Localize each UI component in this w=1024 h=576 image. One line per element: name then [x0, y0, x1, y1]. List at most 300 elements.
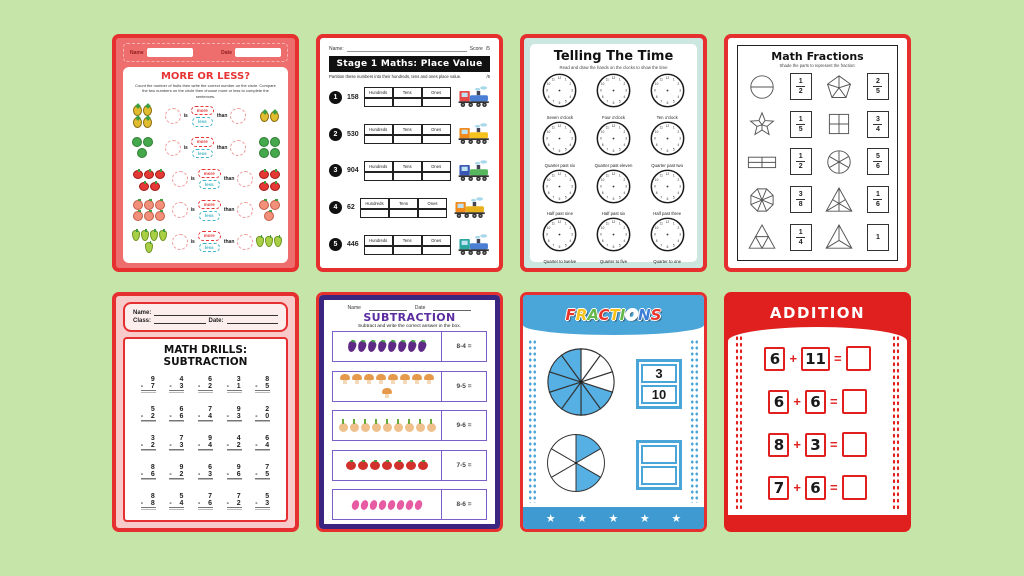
count-circle-left[interactable]	[172, 202, 188, 218]
clock-cell	[587, 120, 641, 168]
less-button[interactable]: less	[192, 117, 213, 126]
plus-sign: +	[789, 351, 798, 366]
place-value-cell[interactable]	[389, 209, 418, 218]
fraction-shape-triangle-6[interactable]	[823, 184, 855, 216]
minus-sign: -	[140, 441, 144, 449]
svg-text:1: 1	[672, 221, 675, 226]
svg-text:5: 5	[672, 99, 675, 104]
subtrahend-row	[198, 442, 213, 450]
equation-row	[746, 432, 889, 457]
numerator: 1	[798, 115, 803, 123]
less-button[interactable]: less	[192, 149, 213, 158]
minus-sign: -	[226, 441, 229, 449]
svg-text:1: 1	[672, 173, 675, 178]
star-footer	[523, 507, 704, 529]
answer-line	[227, 508, 242, 510]
svg-text:11: 11	[659, 173, 663, 178]
right-fruit-group	[256, 236, 282, 247]
subtrahend: 3	[265, 500, 270, 508]
minus-sign: -	[140, 412, 144, 420]
sentence-group	[172, 231, 254, 252]
clock-face[interactable]	[595, 72, 632, 114]
svg-text:9: 9	[546, 136, 549, 141]
subtraction-problem[interactable]	[198, 464, 213, 481]
mushroom-icon	[376, 374, 386, 384]
svg-text:6: 6	[612, 197, 615, 202]
peach-icon	[155, 200, 165, 210]
svg-text:12: 12	[665, 75, 669, 80]
name-date-bar	[123, 43, 288, 62]
equation-box[interactable]: 8-6 =	[456, 501, 472, 508]
answer-line	[198, 508, 213, 510]
fraction-shape-star-5[interactable]	[746, 108, 778, 140]
fraction-shape-triangle-4[interactable]	[746, 221, 778, 253]
subtrahend-row	[198, 500, 213, 508]
numerator-cell: 3	[641, 364, 677, 383]
clock-face[interactable]	[595, 120, 632, 162]
place-value-row	[329, 159, 490, 183]
svg-text:6: 6	[666, 101, 669, 106]
onion-icon	[416, 423, 425, 432]
poster-body	[523, 335, 704, 507]
place-value-cell[interactable]	[364, 98, 393, 107]
pear-icon	[132, 230, 140, 241]
name-line[interactable]	[154, 310, 278, 316]
subtraction-problem[interactable]	[255, 435, 270, 452]
clock-time-label: Half past six	[601, 211, 626, 216]
svg-text:11: 11	[551, 221, 556, 226]
mushroom-icon	[412, 374, 422, 384]
clock-cell	[640, 72, 694, 120]
addend-box: 11	[801, 347, 830, 371]
right-fruit-group	[256, 168, 282, 191]
equals-sign: =	[830, 394, 838, 409]
fraction-pie	[545, 346, 617, 423]
subtraction-problem[interactable]	[169, 464, 184, 481]
answer-line	[198, 421, 213, 423]
minuend: 9	[150, 376, 155, 384]
svg-text:4: 4	[569, 94, 572, 99]
plum-icon	[405, 499, 415, 511]
comparison-row	[129, 137, 282, 158]
denominator: 6	[876, 201, 880, 209]
count-circle-right[interactable]	[230, 108, 246, 124]
clock-face[interactable]	[649, 216, 686, 258]
place-value-cell[interactable]	[422, 246, 451, 255]
dotted-border-left	[528, 339, 537, 503]
sentence-group	[172, 169, 254, 190]
star-icon: ★	[545, 512, 556, 525]
svg-text:9: 9	[653, 88, 656, 93]
eggplant-icon	[347, 340, 357, 353]
place-value-cell[interactable]	[422, 135, 451, 144]
than-label: than	[223, 176, 235, 183]
answer-line	[169, 421, 184, 423]
svg-text:12: 12	[558, 219, 562, 224]
addend-box: 7	[768, 476, 789, 500]
fraction-value-box	[790, 73, 812, 100]
place-value-cell[interactable]	[360, 209, 389, 218]
more-button[interactable]: more	[198, 231, 221, 240]
mushroom-icon	[388, 374, 398, 384]
fraction-value-box	[790, 224, 812, 251]
date-line[interactable]	[227, 318, 278, 324]
more-less-choice	[191, 106, 214, 127]
less-button[interactable]: less	[199, 211, 220, 220]
svg-text:7: 7	[552, 195, 555, 200]
svg-text:9: 9	[600, 88, 602, 93]
page-title: SUBTRACTION	[363, 311, 456, 324]
subtraction-problem[interactable]	[141, 406, 156, 423]
minuend: 8	[150, 493, 155, 501]
minus-sign: -	[140, 500, 144, 508]
minus-sign: -	[255, 383, 258, 391]
subtraction-problem[interactable]	[255, 376, 270, 393]
svg-text:5: 5	[565, 99, 567, 104]
subtraction-problem[interactable]	[141, 435, 156, 452]
comparison-row	[129, 200, 282, 221]
fraction-pie	[545, 432, 607, 499]
svg-text:8: 8	[548, 238, 550, 243]
numerator: 3	[798, 191, 803, 199]
svg-text:7: 7	[659, 99, 662, 104]
numerator: 1	[876, 191, 880, 199]
subtrahend-row	[227, 383, 242, 391]
name-input[interactable]	[147, 48, 193, 57]
name-line-row	[133, 310, 278, 316]
title-letter: T	[609, 305, 620, 324]
minus-sign: -	[140, 383, 144, 391]
fraction-bar	[873, 86, 882, 87]
fraction-shape-rect-4[interactable]	[746, 146, 778, 178]
denominator: 2	[798, 163, 803, 171]
place-value-cell[interactable]	[393, 246, 422, 255]
svg-text:11: 11	[551, 173, 556, 178]
date-field	[221, 48, 281, 57]
title-letter: I	[619, 305, 626, 324]
svg-text:11: 11	[605, 221, 609, 226]
numerator-cell[interactable]	[641, 445, 677, 464]
equation-row	[746, 389, 889, 414]
subtraction-problem[interactable]	[227, 464, 242, 481]
answer-line	[227, 421, 242, 423]
more-button[interactable]: more	[191, 137, 214, 146]
count-circle-right[interactable]	[237, 171, 253, 187]
minus-sign: -	[226, 470, 229, 478]
tomato-icon	[418, 461, 428, 470]
is-label: is	[190, 176, 195, 183]
subtrahend-row	[227, 471, 242, 479]
addend-box: 6	[805, 476, 826, 500]
subtrahend: 6	[236, 470, 241, 478]
minuend: 9	[208, 434, 212, 442]
column-header: Ones	[422, 235, 451, 246]
subtrahend: 6	[208, 500, 212, 508]
class-line[interactable]	[154, 318, 205, 324]
svg-text:8: 8	[601, 142, 604, 147]
worksheet-page	[123, 67, 288, 263]
place-value-cell[interactable]	[418, 209, 447, 218]
equation-box[interactable]: 9-5 =	[456, 382, 472, 390]
row-number-badge: 3	[329, 164, 342, 177]
svg-text:2: 2	[569, 226, 572, 231]
pineapple-icon	[270, 111, 279, 122]
svg-text:8: 8	[601, 190, 604, 195]
mushroom-icon	[364, 374, 374, 384]
subtraction-problem[interactable]	[169, 406, 184, 423]
count-circle-left[interactable]	[165, 108, 181, 124]
svg-text:9: 9	[653, 184, 656, 189]
svg-text:5: 5	[672, 243, 675, 248]
mushroom-icon	[382, 388, 392, 398]
svg-text:11: 11	[605, 125, 609, 130]
peach-icon	[270, 200, 280, 210]
place-value-cell[interactable]	[364, 246, 393, 255]
peach-icon	[144, 211, 154, 221]
subtraction-problem[interactable]	[169, 376, 184, 393]
svg-text:8: 8	[548, 142, 550, 147]
less-button[interactable]: less	[199, 180, 220, 189]
addend-box: 6	[805, 390, 826, 414]
subtraction-problem[interactable]	[141, 376, 156, 393]
plus-sign: +	[793, 394, 801, 409]
subtrahend-row	[227, 442, 242, 450]
numerator: 5	[876, 153, 880, 161]
subtrahend: 7	[150, 383, 155, 391]
subtrahend: 4	[265, 441, 270, 449]
clock-face[interactable]	[541, 120, 578, 162]
name-line[interactable]	[347, 45, 467, 52]
fraction-shape-pentagon-5[interactable]	[823, 71, 855, 103]
star-icon: ★	[639, 512, 650, 525]
answer-box	[636, 440, 682, 490]
fraction-shape-circle-6[interactable]	[823, 146, 855, 178]
svg-text:4: 4	[677, 190, 679, 195]
denominator: 5	[798, 125, 803, 133]
place-value-cell[interactable]	[364, 172, 393, 181]
denominator: 4	[798, 238, 803, 246]
answer-line	[198, 479, 213, 481]
fraction-bar	[873, 161, 882, 162]
picture-row	[332, 450, 487, 481]
place-value-cell[interactable]	[393, 172, 422, 181]
place-value-table	[364, 161, 451, 181]
svg-text:4: 4	[677, 94, 679, 99]
count-circle-right[interactable]	[230, 140, 246, 156]
denominator: 6	[876, 163, 880, 171]
plum-icon	[378, 499, 388, 511]
subtraction-problem[interactable]	[169, 493, 184, 510]
clock-face[interactable]	[595, 168, 632, 210]
svg-text:1: 1	[565, 125, 567, 130]
clock-time-label: Four o'clock	[601, 115, 625, 120]
date-input[interactable]	[235, 48, 281, 57]
fraction-shape-square-4[interactable]	[823, 108, 855, 140]
worksheet-page	[737, 45, 898, 261]
answer-box[interactable]	[842, 432, 867, 457]
equation-box[interactable]: 8-4 =	[456, 343, 472, 350]
fraction-shape-circle-2[interactable]	[746, 71, 778, 103]
subtraction-problem[interactable]	[198, 435, 213, 452]
picture-row	[332, 410, 487, 441]
clock-face[interactable]	[649, 120, 686, 162]
svg-text:11: 11	[605, 173, 609, 178]
column-header: Hundreds	[364, 87, 393, 98]
equation-row	[746, 475, 889, 500]
watermelon-icon	[270, 137, 280, 147]
sentence-group	[165, 106, 247, 127]
svg-text:5: 5	[618, 243, 621, 248]
svg-text:10: 10	[654, 226, 658, 231]
count-circle-right[interactable]	[237, 234, 253, 250]
partition-number: 62	[347, 204, 355, 212]
subtraction-problem[interactable]	[198, 376, 213, 393]
svg-text:10: 10	[600, 178, 605, 183]
subtrahend-row	[169, 471, 184, 479]
clock-cell	[587, 72, 641, 120]
equation-box[interactable]: 7-5 =	[456, 461, 472, 469]
svg-text:4: 4	[623, 238, 626, 243]
svg-text:7: 7	[659, 243, 662, 248]
column-header: Ones	[422, 87, 451, 98]
minuend: 4	[179, 376, 184, 384]
svg-text:1: 1	[565, 173, 567, 178]
partition-number: 158	[347, 93, 359, 101]
svg-text:10: 10	[600, 82, 605, 87]
subtrahend-row	[198, 383, 213, 391]
clock-time-label: Ten o'clock	[656, 115, 678, 120]
addend-box: 6	[768, 390, 789, 414]
subtraction-problem[interactable]	[255, 493, 270, 510]
apple-icon	[270, 170, 280, 179]
fraction-bar	[873, 199, 882, 200]
subtrahend-row	[141, 383, 156, 391]
count-circle-left[interactable]	[165, 140, 181, 156]
page-title: Stage 1 Maths: Place Value	[329, 56, 490, 72]
svg-text:6: 6	[612, 101, 615, 106]
column-header: Tens	[393, 87, 422, 98]
svg-text:4: 4	[623, 94, 626, 99]
addend-box: 6	[764, 347, 785, 371]
instructions-text: Partition these numbers into their hundreds, tens and ones place value.	[329, 74, 462, 79]
denominator-cell[interactable]	[641, 466, 677, 485]
subtraction-problem[interactable]	[227, 435, 242, 452]
subtraction-problem[interactable]	[141, 464, 156, 481]
place-value-cell[interactable]	[393, 98, 422, 107]
watermelon-icon	[143, 137, 153, 147]
place-value-cell[interactable]	[364, 135, 393, 144]
train-icon	[456, 122, 494, 146]
answer-line	[255, 508, 270, 510]
clock-face[interactable]	[649, 168, 686, 210]
subtraction-problem[interactable]	[255, 406, 270, 423]
more-button[interactable]: more	[198, 200, 221, 209]
clock-face[interactable]	[649, 72, 686, 114]
svg-text:10: 10	[654, 178, 658, 183]
clock-face[interactable]	[541, 168, 578, 210]
minus-sign: -	[169, 500, 172, 508]
subtraction-problem[interactable]	[198, 406, 213, 423]
comparison-rows	[129, 100, 282, 258]
minuend: 7	[236, 493, 241, 501]
worksheet-math-drills	[112, 292, 299, 532]
minus-sign: -	[226, 500, 229, 508]
subtraction-problem[interactable]	[169, 435, 184, 452]
subtraction-problem[interactable]	[227, 406, 242, 423]
place-value-rows	[329, 79, 490, 263]
place-value-cell[interactable]	[393, 135, 422, 144]
fraction-shape-octagon-8[interactable]	[746, 184, 778, 216]
clock-face[interactable]	[541, 72, 578, 114]
svg-text:3: 3	[678, 88, 681, 93]
subtraction-problem[interactable]	[227, 376, 242, 393]
pear-icon	[145, 242, 153, 253]
equals-sign: =	[833, 351, 842, 366]
watermelon-icon	[137, 148, 147, 158]
subtraction-problem[interactable]	[198, 493, 213, 510]
count-circle-right[interactable]	[237, 202, 253, 218]
partition-number: 904	[347, 167, 359, 175]
place-value-cell[interactable]	[422, 98, 451, 107]
answer-line	[169, 508, 184, 510]
answer-box[interactable]	[842, 389, 867, 414]
clock-time-label: Quarter past six	[544, 163, 575, 168]
minus-sign: -	[140, 470, 144, 478]
count-circle-left[interactable]	[172, 171, 188, 187]
subtrahend: 0	[265, 412, 270, 420]
svg-text:1: 1	[618, 77, 621, 82]
svg-text:7: 7	[552, 147, 555, 152]
svg-text:8: 8	[655, 142, 658, 147]
subtrahend-row	[141, 471, 156, 479]
svg-text:12: 12	[558, 75, 562, 80]
apple-icon	[144, 170, 154, 179]
answer-box[interactable]	[846, 346, 871, 371]
clock-cell	[533, 72, 587, 120]
place-value-cell[interactable]	[422, 172, 451, 181]
than-label: than	[216, 113, 228, 120]
answer-box[interactable]	[842, 475, 867, 500]
minus-sign: -	[255, 470, 258, 478]
count-circle-left[interactable]	[172, 234, 188, 250]
peach-icon	[144, 200, 154, 210]
clock-face[interactable]	[595, 216, 632, 258]
more-button[interactable]: more	[198, 169, 221, 178]
clock-face[interactable]	[541, 216, 578, 258]
subtraction-problem[interactable]	[141, 493, 156, 510]
more-button[interactable]: more	[191, 106, 214, 115]
train-icon	[456, 159, 494, 183]
title-letter: N	[638, 305, 651, 324]
name-label: Name:	[133, 310, 152, 316]
minuend: 5	[150, 405, 155, 413]
equation-box[interactable]: 9-6 =	[456, 422, 472, 429]
svg-text:2: 2	[677, 178, 679, 183]
subtraction-problem[interactable]	[255, 464, 270, 481]
svg-text:9: 9	[546, 88, 549, 93]
svg-text:12: 12	[611, 123, 616, 128]
equals-sign: =	[830, 480, 838, 495]
instructions-text: Read and draw the hands on the clocks to show the time	[559, 65, 668, 70]
worksheet-telling-time	[520, 34, 707, 272]
star-icon: ★	[671, 512, 682, 525]
less-button[interactable]: less	[199, 243, 220, 252]
minuend: 8	[265, 376, 270, 384]
svg-text:6: 6	[558, 197, 561, 202]
fraction-shape-triangle-3[interactable]	[823, 221, 855, 253]
svg-text:10: 10	[547, 178, 551, 183]
subtraction-problem[interactable]	[227, 493, 242, 510]
